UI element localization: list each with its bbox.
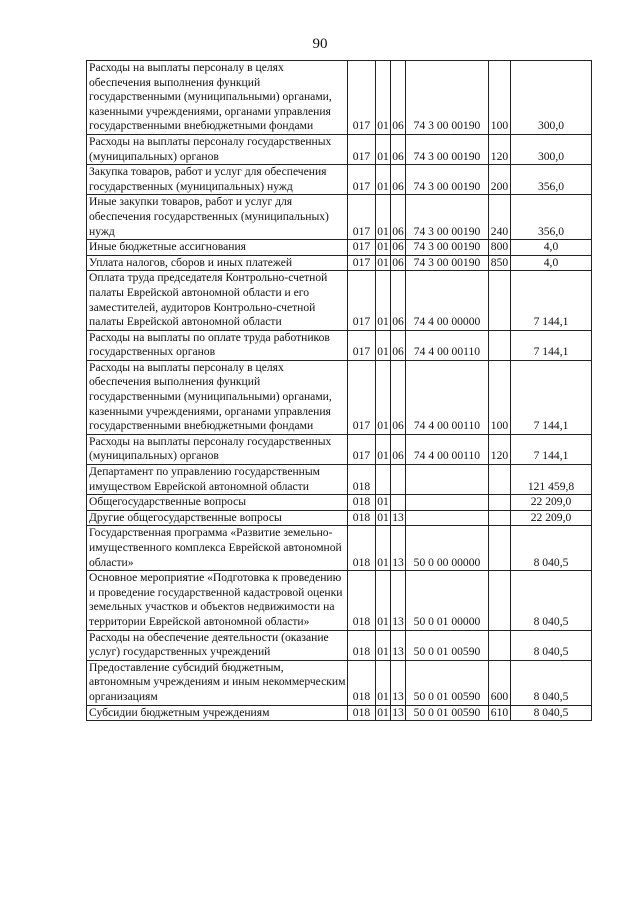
amount: 8 040,5	[511, 526, 592, 571]
amount: 22 209,0	[511, 495, 592, 511]
target-article-code: 74 4 00 00110	[406, 434, 489, 464]
table-row	[87, 240, 592, 256]
amount: 7 144,1	[511, 271, 592, 330]
expense-type-code	[489, 330, 511, 360]
table-row	[87, 495, 592, 511]
table-row	[87, 330, 592, 360]
target-article-code: 50 0 01 00590	[406, 630, 489, 660]
subsection-code: 13	[391, 526, 406, 571]
expense-type-code	[489, 571, 511, 630]
table-row	[87, 630, 592, 660]
row-name: Субсидии бюджетным учреждениям	[87, 705, 348, 721]
subsection-code: 06	[391, 434, 406, 464]
amount: 8 040,5	[511, 571, 592, 630]
target-article-code: 74 4 00 00110	[406, 330, 489, 360]
table-row	[87, 510, 592, 526]
expense-type-code: 100	[489, 360, 511, 434]
amount: 8 040,5	[511, 660, 592, 705]
row-name: Расходы на обеспечение деятельности (оказание услуг) государственных учреждений	[87, 630, 348, 660]
subsection-code: 06	[391, 134, 406, 164]
expense-type-code: 240	[489, 195, 511, 240]
ministry-code: 017	[348, 330, 376, 360]
subsection-code: 06	[391, 360, 406, 434]
ministry-code: 017	[348, 240, 376, 256]
ministry-code: 017	[348, 434, 376, 464]
table-row	[87, 465, 592, 495]
budget-table	[86, 60, 592, 721]
target-article-code	[406, 465, 489, 495]
ministry-code: 017	[348, 360, 376, 434]
expense-type-code	[489, 465, 511, 495]
expense-type-code	[489, 630, 511, 660]
row-name: Расходы на выплаты персоналу государственных (муниципальных) органов	[87, 134, 348, 164]
subsection-code	[391, 495, 406, 511]
ministry-code: 018	[348, 510, 376, 526]
table-row	[87, 705, 592, 721]
row-name: Расходы на выплаты персоналу в целях обеспечения выполнения функций государственными (муниципальными) органами, казенными учреждениями, органами управления государственными внебюджетными фондами	[87, 360, 348, 434]
section-code: 01	[376, 134, 391, 164]
section-code: 01	[376, 195, 391, 240]
row-name: Предоставление субсидий бюджетным, автономным учреждениям и иным некоммерческим организациям	[87, 660, 348, 705]
amount: 356,0	[511, 195, 592, 240]
amount: 8 040,5	[511, 630, 592, 660]
row-name: Оплата труда председателя Контрольно-счетной палаты Еврейской автономной области и его заместителей, аудиторов Контрольно-счетной палаты Еврейской автономной области	[87, 271, 348, 330]
subsection-code: 06	[391, 330, 406, 360]
ministry-code: 018	[348, 495, 376, 511]
table-row	[87, 61, 592, 135]
amount: 7 144,1	[511, 360, 592, 434]
subsection-code: 13	[391, 571, 406, 630]
ministry-code: 017	[348, 271, 376, 330]
subsection-code: 13	[391, 705, 406, 721]
row-name: Закупка товаров, работ и услуг для обеспечения государственных (муниципальных) нужд	[87, 165, 348, 195]
subsection-code	[391, 465, 406, 495]
page-number: 90	[312, 36, 328, 52]
amount: 7 144,1	[511, 434, 592, 464]
ministry-code: 018	[348, 630, 376, 660]
amount: 4,0	[511, 255, 592, 271]
row-name: Расходы на выплаты по оплате труда работников государственных органов	[87, 330, 348, 360]
section-code: 01	[376, 255, 391, 271]
expense-type-code: 120	[489, 434, 511, 464]
subsection-code: 06	[391, 165, 406, 195]
table-row	[87, 360, 592, 434]
ministry-code: 017	[348, 61, 376, 135]
table-row	[87, 660, 592, 705]
section-code: 01	[376, 571, 391, 630]
amount: 356,0	[511, 165, 592, 195]
table-row	[87, 134, 592, 164]
target-article-code: 74 3 00 00190	[406, 195, 489, 240]
ministry-code: 018	[348, 705, 376, 721]
section-code: 01	[376, 240, 391, 256]
amount: 121 459,8	[511, 465, 592, 495]
amount: 8 040,5	[511, 705, 592, 721]
target-article-code: 50 0 01 00000	[406, 571, 489, 630]
table-row	[87, 255, 592, 271]
subsection-code: 06	[391, 61, 406, 135]
section-code	[376, 465, 391, 495]
ministry-code: 018	[348, 660, 376, 705]
target-article-code: 74 4 00 00000	[406, 271, 489, 330]
expense-type-code: 610	[489, 705, 511, 721]
expense-type-code: 100	[489, 61, 511, 135]
amount: 22 209,0	[511, 510, 592, 526]
row-name: Расходы на выплаты персоналу в целях обеспечения выполнения функций государственными (муниципальными) органами, казенными учреждениями, органами управления государственными внебюджетными фондами	[87, 61, 348, 135]
row-name: Департамент по управлению государственным имуществом Еврейской автономной области	[87, 465, 348, 495]
section-code: 01	[376, 434, 391, 464]
section-code: 01	[376, 360, 391, 434]
section-code: 01	[376, 271, 391, 330]
subsection-code: 13	[391, 630, 406, 660]
table-row	[87, 271, 592, 330]
ministry-code: 017	[348, 134, 376, 164]
target-article-code	[406, 510, 489, 526]
table-row	[87, 526, 592, 571]
ministry-code: 018	[348, 526, 376, 571]
row-name: Государственная программа «Развитие земельно-имущественного комплекса Еврейской автономной области»	[87, 526, 348, 571]
row-name: Общегосударственные вопросы	[87, 495, 348, 511]
expense-type-code: 800	[489, 240, 511, 256]
row-name: Расходы на выплаты персоналу государственных (муниципальных) органов	[87, 434, 348, 464]
subsection-code: 06	[391, 240, 406, 256]
target-article-code: 74 3 00 00190	[406, 240, 489, 256]
expense-type-code	[489, 526, 511, 571]
amount: 300,0	[511, 61, 592, 135]
expense-type-code	[489, 271, 511, 330]
ministry-code: 017	[348, 165, 376, 195]
target-article-code: 74 3 00 00190	[406, 61, 489, 135]
table-row	[87, 195, 592, 240]
section-code: 01	[376, 61, 391, 135]
row-name: Уплата налогов, сборов и иных платежей	[87, 255, 348, 271]
expense-type-code	[489, 495, 511, 511]
amount: 4,0	[511, 240, 592, 256]
subsection-code: 06	[391, 195, 406, 240]
target-article-code: 50 0 00 00000	[406, 526, 489, 571]
row-name: Иные закупки товаров, работ и услуг для обеспечения государственных (муниципальных) нужд	[87, 195, 348, 240]
table-row	[87, 434, 592, 464]
section-code: 01	[376, 330, 391, 360]
subsection-code: 06	[391, 271, 406, 330]
target-article-code: 74 3 00 00190	[406, 134, 489, 164]
subsection-code: 13	[391, 660, 406, 705]
section-code: 01	[376, 630, 391, 660]
subsection-code: 06	[391, 255, 406, 271]
table-row	[87, 571, 592, 630]
expense-type-code: 200	[489, 165, 511, 195]
section-code: 01	[376, 495, 391, 511]
target-article-code: 74 3 00 00190	[406, 165, 489, 195]
target-article-code: 74 3 00 00190	[406, 255, 489, 271]
ministry-code: 018	[348, 465, 376, 495]
row-name: Другие общегосударственные вопросы	[87, 510, 348, 526]
expense-type-code	[489, 510, 511, 526]
target-article-code: 50 0 01 00590	[406, 705, 489, 721]
subsection-code: 13	[391, 510, 406, 526]
expense-type-code: 120	[489, 134, 511, 164]
amount: 300,0	[511, 134, 592, 164]
section-code: 01	[376, 660, 391, 705]
section-code: 01	[376, 165, 391, 195]
ministry-code: 017	[348, 255, 376, 271]
table-row	[87, 165, 592, 195]
section-code: 01	[376, 510, 391, 526]
target-article-code	[406, 495, 489, 511]
expense-type-code: 850	[489, 255, 511, 271]
amount: 7 144,1	[511, 330, 592, 360]
ministry-code: 017	[348, 195, 376, 240]
ministry-code: 018	[348, 571, 376, 630]
section-code: 01	[376, 705, 391, 721]
expense-type-code: 600	[489, 660, 511, 705]
row-name: Иные бюджетные ассигнования	[87, 240, 348, 256]
section-code: 01	[376, 526, 391, 571]
row-name: Основное мероприятие «Подготовка к проведению и проведение государственной кадастровой оценки земельных участков и объектов недвижимости на территории Еврейской автономной области»	[87, 571, 348, 630]
target-article-code: 50 0 01 00590	[406, 660, 489, 705]
target-article-code: 74 4 00 00110	[406, 360, 489, 434]
